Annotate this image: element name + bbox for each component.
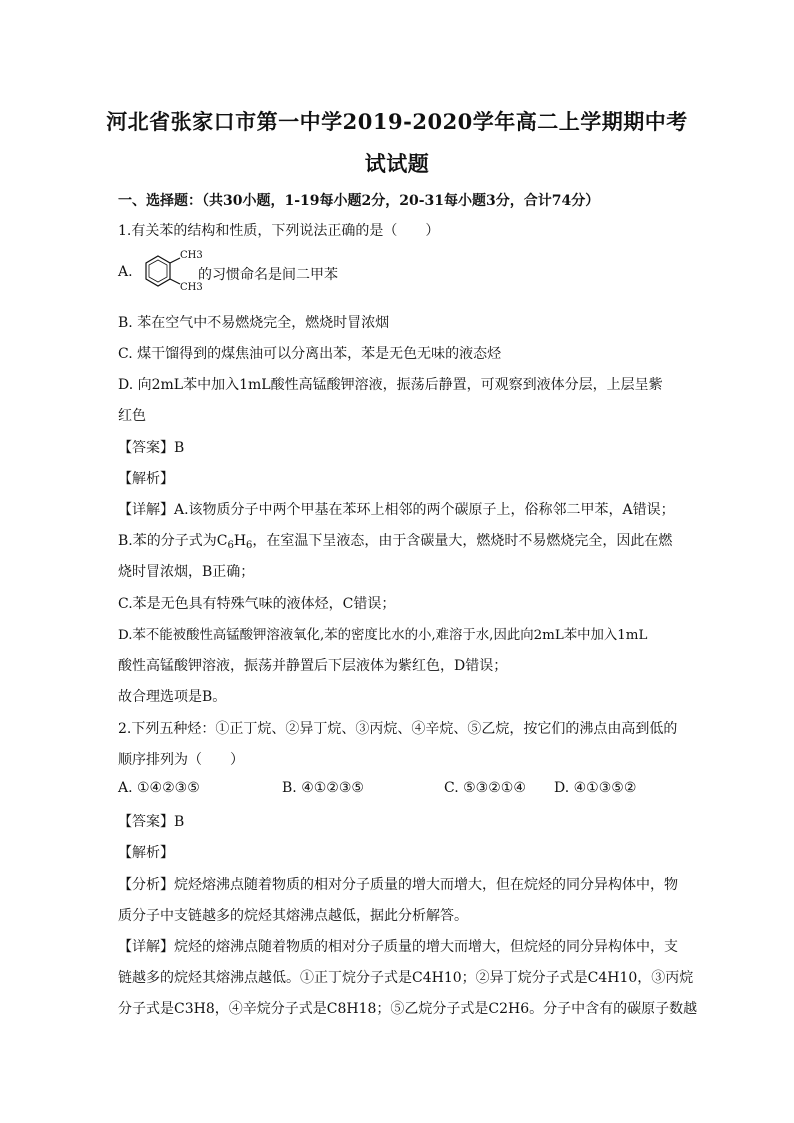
q1-analysis-label: 【解析】	[118, 471, 174, 487]
q2-analysis-line2: 质分子中支链越多的烷烃其熔沸点越低，据此分析解答。	[118, 908, 468, 924]
q2-detail-line2: 链越多的烷烃其熔沸点越低。①正丁烷分子式是C4H10；②异丁烷分子式是C4H10，③丙烷	[118, 970, 694, 986]
q1-option-a-text: 的习惯命名是间二甲苯	[198, 267, 338, 283]
q2-detail-line1: 【详解】烷烃的熔沸点随着物质的相对分子质量的增大而增大，但烷烃的同分异构体中，支	[118, 939, 678, 955]
q2-detail-line3: 分子式是C3H8，④辛烷分子式是C8H18；⑤乙烷分子式是C2H6。分子中含有的碳原子数越	[118, 1001, 698, 1017]
q2-option-b: B. ④①②③⑤	[282, 780, 364, 796]
q2-option-a: A. ①④②③⑤	[118, 780, 200, 796]
q1-option-a-prefix: A.	[118, 264, 133, 280]
q1-stem: 1.有关苯的结构和性质，下列说法正确的是（ ）	[118, 223, 440, 239]
q2-answer: 【答案】B	[118, 814, 185, 830]
q1-detail-line6: 酸性高锰酸钾溶液，振荡并静置后下层液体为紫红色，D错误；	[118, 658, 508, 674]
q2-analysis-label: 【解析】	[118, 845, 174, 861]
q2-option-c: C. ⑤③②①④	[444, 780, 526, 796]
section-heading: 一、选择题：（共30小题，1-19每小题2分，20-31每小题3分，合计74分）	[118, 193, 600, 209]
q1-detail-line1: 【详解】A.该物质分子中两个甲基在苯环上相邻的两个碳原子上，俗称邻二甲苯，A错误；	[118, 502, 675, 518]
q2-option-d: D. ④①③⑤②	[554, 780, 637, 796]
page-title-line1: 河北省张家口市第一中学2019-2020学年高二上学期期中考	[106, 109, 688, 134]
q1-detail-line2: B.苯的分子式为$C_6H_6$，在室温下呈液态，由于含碳量大，燃烧时不易燃烧完全，因此在燃	[118, 533, 673, 551]
q1-option-c: C. 煤干馏得到的煤焦油可以分离出苯，苯是无色无味的液态烃	[118, 346, 502, 362]
q1-detail-line4: C.苯是无色具有特殊气味的液体烃，C错误；	[118, 596, 396, 612]
page-title-line2: 试试题	[364, 151, 430, 176]
ch3-label-top: CH3	[180, 250, 203, 261]
q1-detail-line5: D.苯不能被酸性高锰酸钾溶液氧化,苯的密度比水的小,难溶于水,因此向2mL苯中加入1mL	[118, 628, 648, 643]
q1-detail-line3: 烧时冒浓烟，B正确；	[118, 564, 255, 580]
q1-answer: 【答案】B	[118, 440, 185, 456]
q1-option-b: B. 苯在空气中不易燃烧完全，燃烧时冒浓烟	[118, 315, 390, 331]
q1-option-d-line2: 红色	[118, 408, 146, 424]
q2-stem-line2: 顺序排列为（ ）	[118, 752, 244, 768]
ch3-label-bottom: CH3	[180, 282, 203, 293]
q2-analysis-line1: 【分析】烷烃熔沸点随着物质的相对分子质量的增大而增大，但在烷烃的同分异构体中，物	[118, 877, 678, 893]
q1-option-d-line1: D. 向2mL苯中加入1mL酸性高锰酸钾溶液，振荡后静置，可观察到液体分层，上层呈紫	[118, 377, 663, 393]
q2-stem-line1: 2.下列五种烃：①正丁烷、②异丁烷、③丙烷、④辛烷、⑤乙烷，按它们的沸点由高到低的	[118, 721, 678, 737]
q1-conclusion: 故合理选项是B。	[118, 689, 227, 705]
